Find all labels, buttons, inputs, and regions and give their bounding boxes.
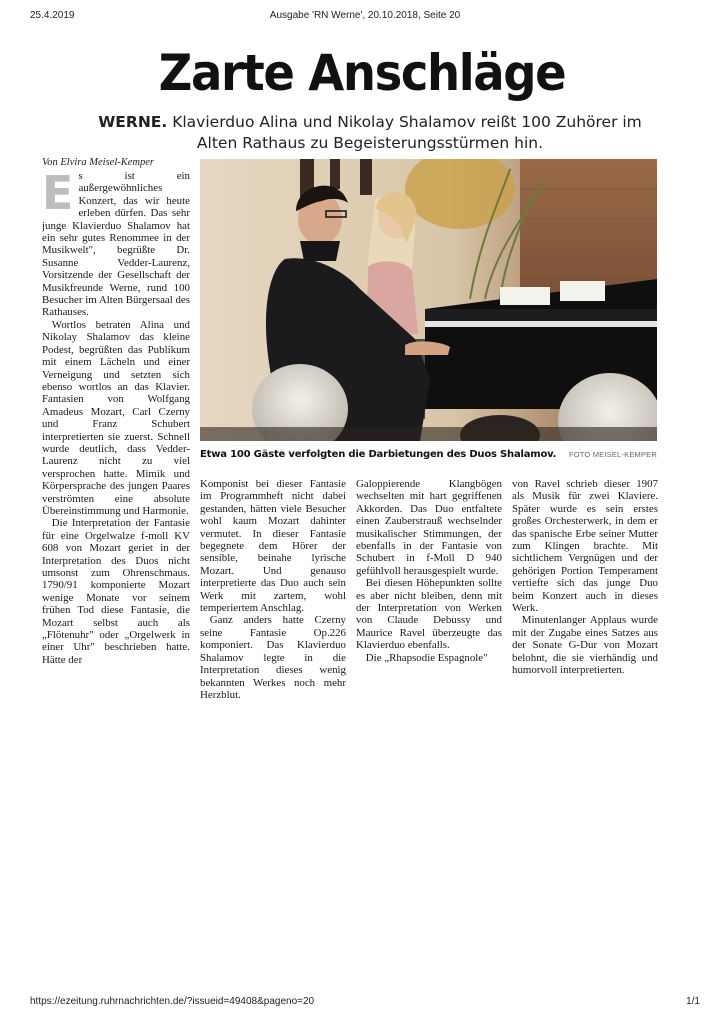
paragraph: Galoppierende Klangbögen wechselten mit hart gegriffenen Akkorden. Das Duo entfaltete einen Zauberstrauß wechselnder musikalischer Stimmungen, der ebenfalls in der Fantasie von Schubert in f-Moll D 940 gefühlvoll herausgespielt wurde. xyxy=(356,478,502,577)
paragraph: Ganz anders hatte Czerny seine Fantasie Op.226 komponiert. Das Klavierduo Shalamov legte in die Interpretation dieses wenig bekannten Werkes noch mehr Herzblut. xyxy=(200,614,346,701)
article-column-3 xyxy=(356,478,502,710)
paragraph: Komponist bei dieser Fantasie im Programmheft nicht dabei gestanden, hätten viele Besucher wohl kaum Mozart dahinter vermutet. In dieser Fantasie begegnete dem Hörer der sensible, beinahe lyrische Mozart. Und genauso interpretierte das Duo auch sein Werk mit zartem, wohl temperiertem Anschlag. xyxy=(200,478,346,615)
paragraph: Wortlos betraten Alina und Nikolay Shalamov das kleine Podest, begrüßten das Publikum mit einem Lächeln und einer Verneigung und setzten sich ebenso wortlos an das Klavier. Fantasien von Wolfgang Amadeus Mozart, Carl Czerny und Franz Schubert interpretierten sie zuerst. Schnell wurde deutlich, dass Vedder-Laurenz nicht zu viel versprochen hatte. Mimik und Körpersprache des jungen Paares verströmten eine absolute Übereinstimmung und Harmonie. xyxy=(42,318,190,517)
article-column-1 xyxy=(42,170,190,710)
print-header xyxy=(30,10,700,24)
paragraph: Minutenlanger Applaus wurde mit der Zugabe eines Satzes aus der Sonate G-Dur von Mozart belohnt, die sie vierhändig und humorvoll interpretierten. xyxy=(512,614,658,677)
article-byline: Von Elvira Meisel-Kemper xyxy=(42,157,154,168)
article-column-4 xyxy=(512,478,658,710)
article-headline: Zarte Anschläge xyxy=(158,44,566,102)
paragraph: Die Interpretation der Fantasie für eine Orgelwalze f-moll KV 608 von Mozart geriet in der Interpretation des Duos nicht umsonst zum Ohrenschmaus. 1790/91 komponierte Mozart wenige Monate vor seinem frühen Tod diese Fantasie, die Mozart selbst auch als „Flötenuhr" oder „Orgelwerk in einer Uhr" beschrieben hatte. Hätte der xyxy=(42,517,190,666)
article-subhead xyxy=(90,112,650,154)
paragraph: Die „Rhapsodie Espagnole" xyxy=(365,651,488,664)
drop-cap: E xyxy=(42,170,74,220)
article-column-2 xyxy=(200,478,346,710)
print-source: Ausgabe 'RN Werne', 20.10.2018, Seite 20 xyxy=(269,10,461,21)
paragraph: von Ravel schrieb dieser 1907 als Musik für zwei Klaviere. Später wurde es sein erstes großes Orchesterwerk, in dem er das spanische Erbe seiner Mutter zum Klingen brachte. Mit sichtlichem Vergnügen und der gehörigen Portion Temperament vertiefte sich das junge Duo beim Konzert auch in dieses Werk. xyxy=(512,478,658,615)
print-url: https://ezeitung.ruhrnachrichten.de/?issueid=49408&pageno=20 xyxy=(30,996,315,1007)
subhead-text: Klavierduo Alina und Nikolay Shalamov reißt 100 Zuhörer im Alten Rathaus zu Begeisterungsstürmen hin. xyxy=(167,113,642,152)
photo-caption xyxy=(200,449,657,463)
subhead-place: WERNE. xyxy=(98,113,168,131)
caption-text: Etwa 100 Gäste verfolgten die Darbietungen des Duos Shalamov. xyxy=(200,449,557,460)
paragraph: Es ist ein außergewöhnliches Konzert, das wir heute erleben dürfen. Das sehr junge Klavierduo Shalamov hat ein sehr gutes Renommee in der Musikwelt", begrüßte Dr. Susanne Vedder-Laurenz, Vorsitzende der Gesellschaft der Musikfreunde Werne, rund 100 Besucher im Alten Bürgersaal des Rathauses. xyxy=(42,170,190,319)
print-date: 25.4.2019 xyxy=(30,10,75,21)
print-page-number: 1/1 xyxy=(686,996,700,1007)
paragraph: Bei diesen Höhepunkten sollte es aber nicht bleiben, denn mit der Interpretation von Werken von Claude Debussy und Maurice Ravel überzeugte das Klavierduo ebenfalls. xyxy=(356,577,502,652)
print-footer xyxy=(30,996,700,1010)
photo-credit: FOTO MEISEL-KEMPER xyxy=(568,450,657,459)
concert-photo xyxy=(200,159,657,441)
